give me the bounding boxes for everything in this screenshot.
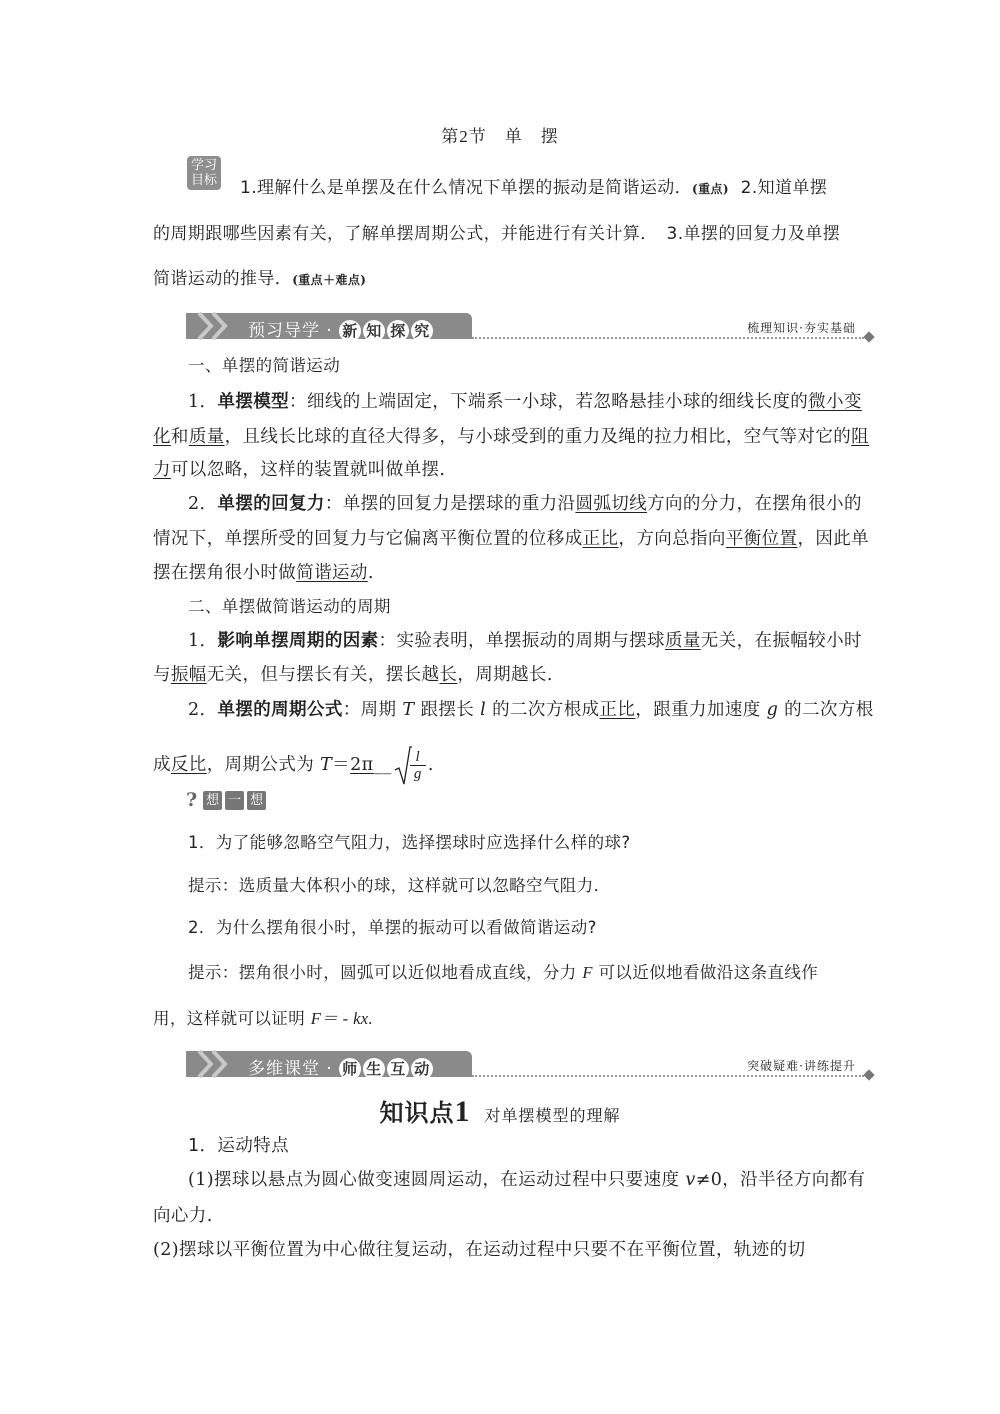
question-2: 2．为什么摆角很小时，单摆的振动可以看做简谐运动? <box>188 918 597 937</box>
banner-right-caption: 梳理知识·夯实基础 <box>747 321 856 335</box>
objective-line3 <box>153 269 853 290</box>
knowledge-point-label <box>379 1095 471 1128</box>
text: 可以近似地看做沿这条直线作 <box>592 963 819 982</box>
dotted-divider <box>472 337 864 339</box>
term: 单摆的回复力 <box>217 494 325 514</box>
text: ，周期公式为 <box>206 755 321 775</box>
answer-underline: 2π <box>350 755 374 775</box>
text: 无关，在振幅较小时 <box>700 631 862 651</box>
answer-underline: 质量 <box>664 631 701 651</box>
text: ≠0，沿半径方向都有 <box>695 1170 866 1190</box>
answer-underline: 振幅 <box>170 665 207 685</box>
text: ，跟重力加速度 <box>635 700 767 720</box>
sqrt-fraction <box>394 746 428 786</box>
banner-circle-char: 探 <box>387 320 409 342</box>
formula: F＝ - kx. <box>310 1009 374 1028</box>
paragraph-line <box>153 529 870 549</box>
item-number: 2． <box>188 700 218 720</box>
answer-1: 提示：选质量大体积小的球，这样就可以忽略空气阻力． <box>188 876 611 895</box>
text: ：周期 <box>342 700 403 720</box>
answer-underline: 微小变 <box>808 392 862 412</box>
paragraph-line <box>153 563 853 583</box>
term: 单摆模型 <box>217 392 290 412</box>
item-number: 2． <box>188 494 218 514</box>
text: ，周期越长. <box>457 665 553 685</box>
objective-line1 <box>240 178 940 199</box>
formula-line <box>153 745 853 785</box>
paragraph-line: (2)摆球以平衡位置为中心做往复运动，在运动过程中只要不在平衡位置，轨迹的切 <box>153 1240 806 1260</box>
banner-right-caption: 突破疑难·讲练提升 <box>747 1059 856 1073</box>
think-box: 想 <box>203 791 222 810</box>
banner-circle-char: 究 <box>411 320 433 342</box>
answer-2-line1 <box>188 963 888 983</box>
answer-underline: 简谐运动 <box>296 563 368 583</box>
text: 情况下，单摆所受的回复力与它偏离平衡位置的位移成 <box>153 529 583 549</box>
knowledge-point-number: 1 <box>454 1095 471 1128</box>
banner-circle-char: 知 <box>363 320 385 342</box>
answer-2-line2 <box>153 1009 853 1029</box>
subheading <box>188 1136 888 1156</box>
badge-line1: 学习 <box>190 158 217 173</box>
knowledge-point-heading <box>0 1093 1000 1129</box>
paragraph-line <box>188 392 888 412</box>
item-number: 1． <box>188 631 218 651</box>
paragraph-line <box>153 460 853 480</box>
answer-underline: 圆弧切线 <box>575 494 648 514</box>
text: 与 <box>153 665 171 685</box>
text: 跟摆长 <box>414 700 481 720</box>
answer-underline: 正比 <box>599 700 636 720</box>
page-title: 第2节 单 摆 <box>441 127 559 146</box>
denominator: g <box>413 765 422 782</box>
blank: __ <box>373 755 392 775</box>
answer-underline: 长 <box>439 665 458 685</box>
text: ，方向总指向 <box>618 529 726 549</box>
paragraph-line <box>188 631 888 651</box>
subheading-text: 1．运动特点 <box>188 1136 290 1156</box>
text: 成 <box>153 755 171 775</box>
paragraph-line <box>188 1170 888 1190</box>
text: 提示：摆角很小时，圆弧可以近似地看成直线，分力 <box>188 963 583 982</box>
paragraph-line <box>153 427 870 447</box>
numerator: l <box>410 749 426 766</box>
section-heading-1: 一、单摆的简谐运动 <box>188 356 341 375</box>
banner-circle-char: 师 <box>339 1058 361 1080</box>
banner-dot: · <box>326 1059 333 1079</box>
paragraph-line <box>188 494 888 514</box>
text: 可以忽略，这样的装置就叫做单摆. <box>170 460 446 480</box>
text: 的二次方根成 <box>486 700 600 720</box>
banner-title: 预习导学 <box>248 321 320 341</box>
banner-dot: · <box>326 321 333 341</box>
banner-circle-char: 互 <box>387 1058 409 1080</box>
text: 摆在摆角很小时做 <box>153 563 297 583</box>
var-g: g <box>766 700 779 720</box>
answer-underline: 力 <box>153 460 171 480</box>
banner-label <box>248 1054 435 1080</box>
paragraph-line <box>188 700 888 720</box>
objective-2-text: 2.知道单摆 <box>740 178 828 198</box>
answer-underline: 化 <box>153 427 171 447</box>
banner-circle-char: 动 <box>411 1058 433 1080</box>
fraction <box>410 746 426 782</box>
question-1: 1．为了能够忽略空气阻力，选择摆球时应选择什么样的球? <box>188 833 631 852</box>
banner-circle-char: 新 <box>339 320 361 342</box>
chevron-right-icon <box>210 311 230 341</box>
answer-underline: 平衡位置 <box>725 529 798 549</box>
paragraph-line: 向心力. <box>153 1206 213 1226</box>
text: ，因此单 <box>797 529 870 549</box>
diamond-icon <box>863 331 874 342</box>
question-mark-icon: ? <box>186 789 198 811</box>
section-banner-classroom <box>186 1051 876 1081</box>
key-point-tag: (重点) <box>692 182 729 196</box>
answer-underline: 质量 <box>188 427 225 447</box>
banner-title: 多维课堂 <box>248 1059 320 1079</box>
equals-sign: ＝ <box>332 755 351 775</box>
item-number: 1． <box>188 392 218 412</box>
text: ，且线长比球的直径大得多，与小球受到的重力及绳的拉力相比，空气等对它的 <box>224 427 852 447</box>
chevron-right-icon <box>210 1049 230 1079</box>
think-box: 一 <box>225 791 244 810</box>
text: . <box>367 563 374 583</box>
objective-line2: 的周期跟哪些因素有关，了解单摆周期公式，并能进行有关计算． 3.单摆的回复力及单摆 <box>153 224 841 244</box>
banner-label <box>248 316 435 342</box>
var-v: v <box>685 1170 696 1190</box>
text: (1)摆球以悬点为圆心做变速圆周运动，在运动过程中只要速度 <box>188 1170 686 1190</box>
think-section-header <box>186 790 266 810</box>
text: 和 <box>170 427 189 447</box>
learning-goals-badge <box>187 156 221 190</box>
var-l: l <box>480 700 487 720</box>
answer-underline: 反比 <box>170 755 207 775</box>
diamond-icon <box>863 1069 874 1080</box>
var-F: F <box>582 963 593 982</box>
paragraph-line <box>153 665 853 685</box>
section-heading-2: 二、单摆做简谐运动的周期 <box>188 597 391 616</box>
section-banner-preview <box>186 313 876 343</box>
text: 用，这样就可以证明 <box>153 1009 311 1028</box>
text: ：实验表明，单摆振动的周期与摆球 <box>378 631 665 651</box>
badge-line2: 目标 <box>190 173 217 188</box>
banner-circle-char: 生 <box>363 1058 385 1080</box>
knowledge-point-subtitle: 对单摆模型的理解 <box>484 1106 621 1125</box>
text: 无关，但与摆长有关，摆长越 <box>206 665 440 685</box>
text: 的二次方根 <box>778 700 874 720</box>
objective-1-text: 1.理解什么是单摆及在什么情况下单摆的振动是简谐运动． <box>240 178 693 198</box>
term: 单摆的周期公式 <box>217 700 343 720</box>
dotted-divider <box>472 1075 864 1077</box>
period: . <box>427 755 434 775</box>
key-difficult-tag: (重点＋难点) <box>292 273 367 287</box>
var-T: T <box>402 700 415 720</box>
term: 影响单摆周期的因素 <box>217 631 379 651</box>
objective-3-text: 简谐运动的推导． <box>153 269 293 289</box>
think-box: 想 <box>247 791 266 810</box>
answer-underline: 阻 <box>851 427 870 447</box>
var-T: T <box>320 755 333 775</box>
answer-underline: 正比 <box>582 529 619 549</box>
text: ：单摆的回复力是摆球的重力沿 <box>324 494 576 514</box>
label-text: 知识点 <box>379 1099 455 1127</box>
text: 方向的分力，在摆角很小的 <box>647 494 862 514</box>
text: ：细线的上端固定，下端系一小球，若忽略悬挂小球的细线长度的 <box>289 392 809 412</box>
